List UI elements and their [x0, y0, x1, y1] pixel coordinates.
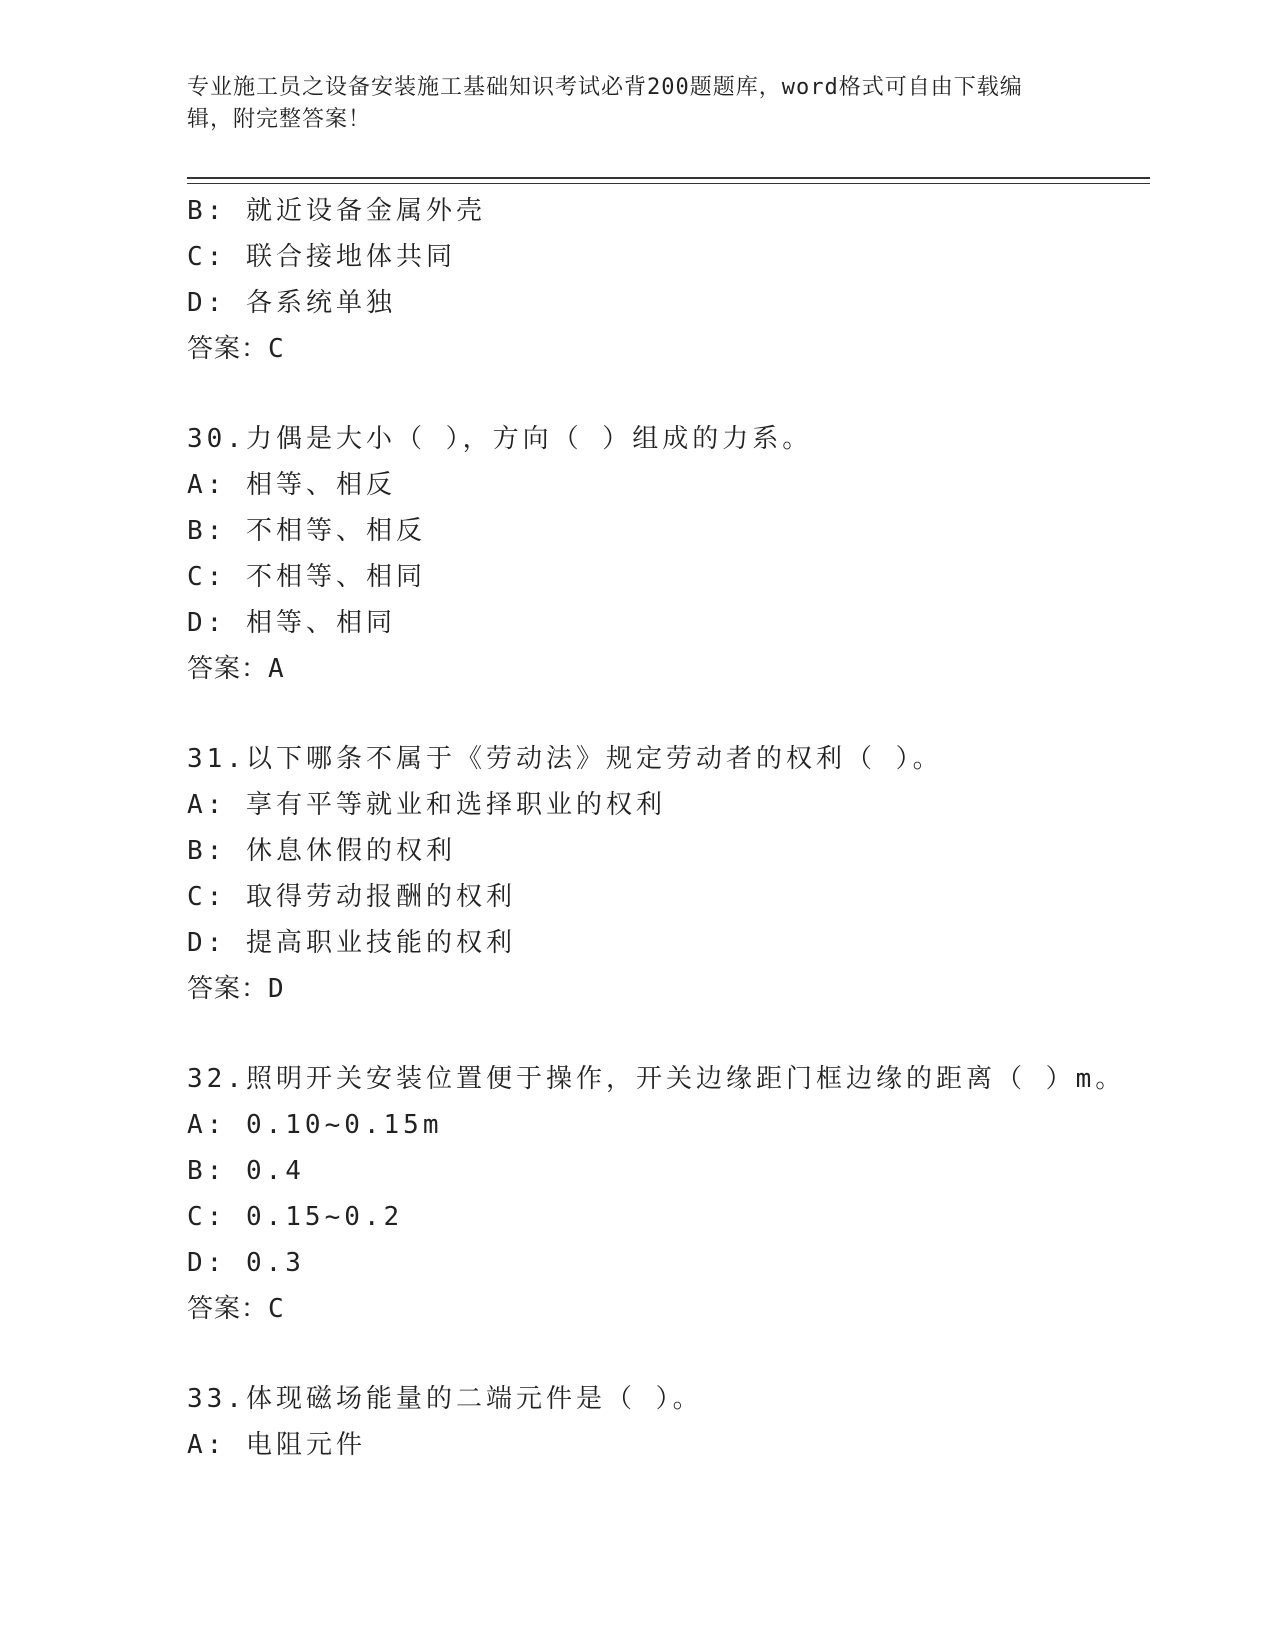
answer-line: 答案：C — [187, 334, 285, 364]
option-a: A: 享有平等就业和选择职业的权利 — [187, 790, 666, 820]
question-stem: 33.体现磁场能量的二端元件是（ ）。 — [187, 1384, 703, 1414]
question-stem: 32.照明开关安装位置便于操作，开关边缘距门框边缘的距离（ ）m。 — [187, 1064, 1126, 1094]
option-b: B: 休息休假的权利 — [187, 836, 456, 866]
option-a: A: 相等、相反 — [187, 470, 396, 500]
option-c: C: 不相等、相同 — [187, 562, 426, 592]
partial-question — [187, 188, 1147, 372]
option-d: D: 相等、相同 — [187, 608, 396, 638]
option-a: A: 0.10~0.15m — [187, 1110, 443, 1140]
question-stem: 30.力偶是大小（ ），方向（ ）组成的力系。 — [187, 424, 813, 454]
option-a: A: 电阻元件 — [187, 1430, 366, 1460]
option-d: D: 0.3 — [187, 1248, 305, 1278]
header-divider-thin — [187, 183, 1150, 184]
question-32 — [187, 1056, 1147, 1332]
option-b: B: 0.4 — [187, 1156, 305, 1186]
question-31 — [187, 736, 1147, 1012]
option-b: B: 就近设备金属外壳 — [187, 196, 486, 226]
answer-line: 答案：A — [187, 654, 285, 684]
header-divider-thick — [187, 177, 1150, 179]
option-c: C: 联合接地体共同 — [187, 242, 456, 272]
option-d: D: 提高职业技能的权利 — [187, 928, 516, 958]
answer-line: 答案：D — [187, 974, 285, 1004]
answer-line: 答案：C — [187, 1294, 285, 1324]
option-c: C: 0.15~0.2 — [187, 1202, 404, 1232]
document-header: 专业施工员之设备安装施工基础知识考试必背200题题库，word格式可自由下载编辑，附完整答案！ — [187, 75, 1023, 132]
question-33 — [187, 1376, 1147, 1468]
option-b: B: 不相等、相反 — [187, 516, 426, 546]
option-c: C: 取得劳动报酬的权利 — [187, 882, 516, 912]
question-list — [187, 188, 1147, 1468]
question-stem: 31.以下哪条不属于《劳动法》规定劳动者的权利（ ）。 — [187, 744, 943, 774]
option-d: D: 各系统单独 — [187, 288, 396, 318]
question-30 — [187, 416, 1147, 692]
